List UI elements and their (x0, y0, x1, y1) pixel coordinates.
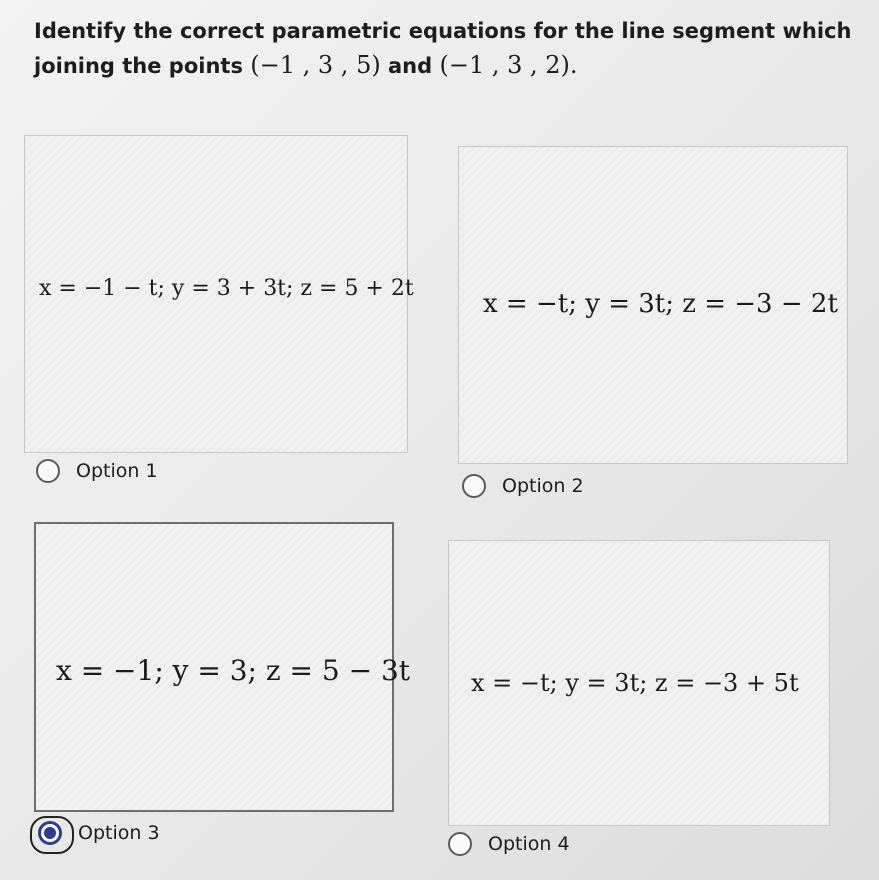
option-1-card[interactable] (24, 135, 414, 453)
option-2-equation: x = −t; y = 3t; z = −3 − 2t (483, 289, 838, 319)
option-2-radio[interactable] (462, 474, 486, 498)
option-3-equation: x = −1; y = 3; z = 5 − 3t (56, 654, 411, 687)
option-1[interactable] (36, 459, 158, 483)
option-3-radio-dot (44, 827, 56, 839)
option-3-card[interactable] (34, 522, 411, 812)
option-4[interactable] (448, 832, 570, 856)
option-2-card[interactable] (458, 146, 848, 464)
option-3-radio[interactable] (38, 821, 62, 845)
point-2: (−1 , 3 , 2). (439, 51, 578, 79)
option-4-equation: x = −t; y = 3t; z = −3 + 5t (471, 669, 799, 697)
option-4-label: Option 4 (488, 833, 570, 855)
question-stem: Identify the correct parametric equations for the line segment which joining the points (34, 19, 852, 78)
point-1: (−1 , 3 , 5) (250, 51, 381, 79)
option-1-label: Option 1 (76, 460, 158, 482)
option-4-card[interactable] (448, 540, 830, 826)
option-4-radio[interactable] (448, 832, 472, 856)
option-2-label: Option 2 (502, 475, 584, 497)
option-3[interactable] (38, 821, 160, 845)
option-1-equation: x = −1 − t; y = 3 + 3t; z = 5 + 2t (39, 276, 414, 301)
option-3-label: Option 3 (78, 822, 160, 844)
option-1-radio[interactable] (36, 459, 60, 483)
option-2[interactable] (462, 474, 584, 498)
question-conjunction: and (388, 54, 433, 78)
question-text (34, 14, 864, 83)
